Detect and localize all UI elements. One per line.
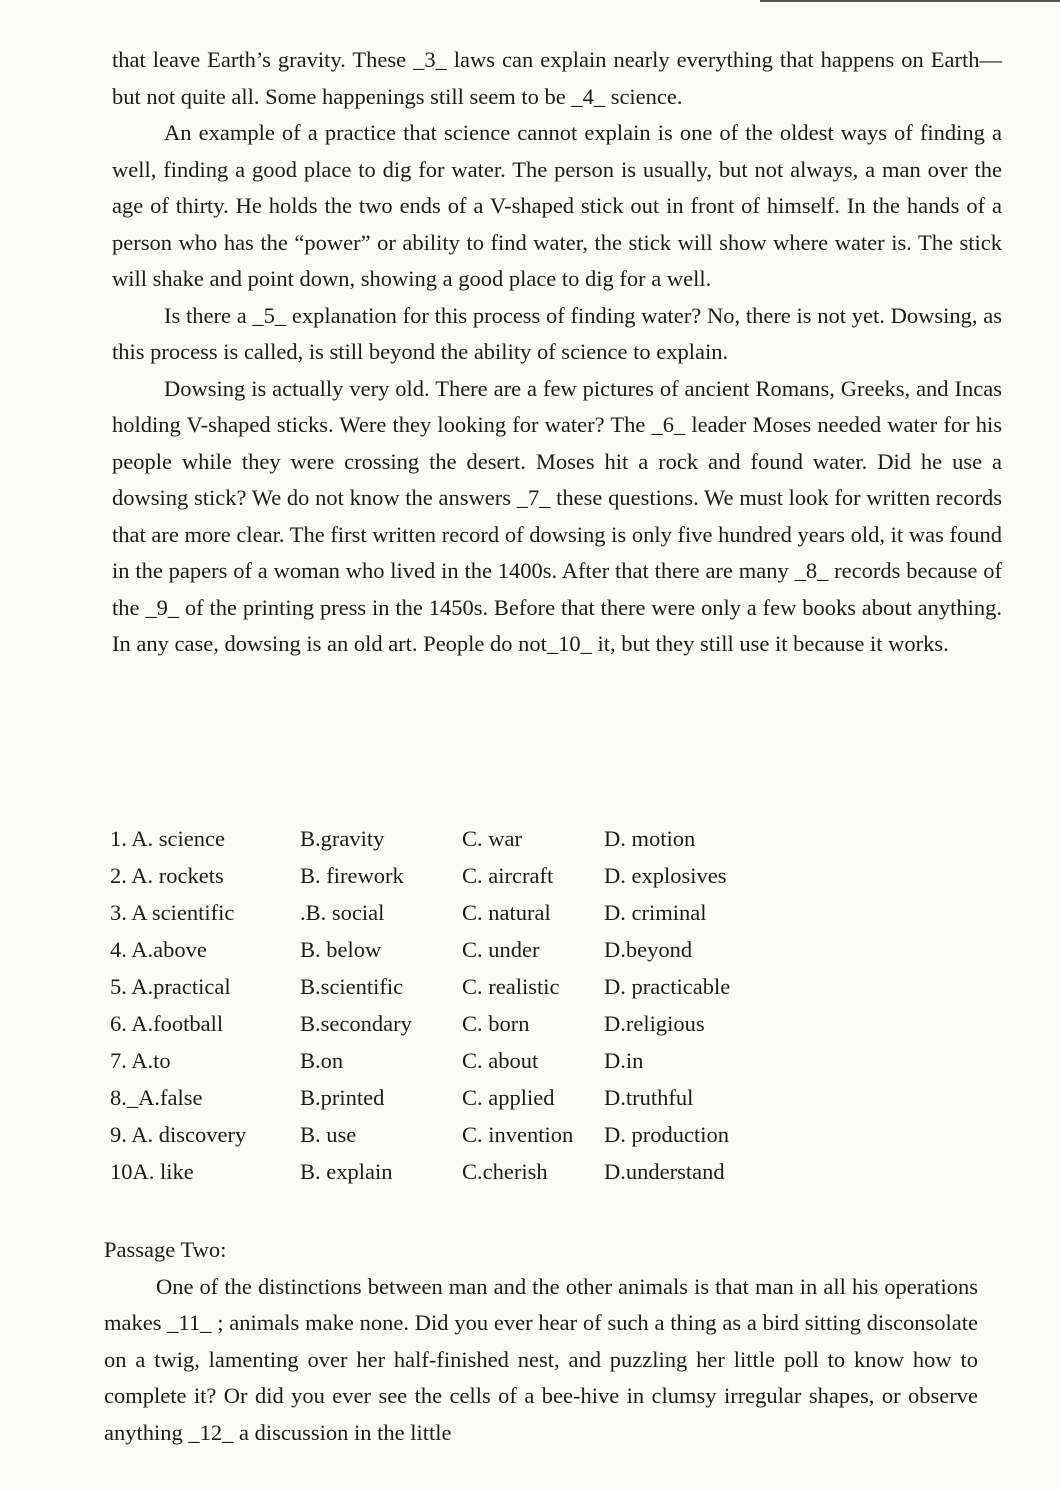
- scan-edge-line: [760, 0, 1060, 6]
- option-a: 4. A.above: [110, 937, 207, 962]
- option-b: B. below: [300, 937, 382, 962]
- option-d: D. practicable: [604, 974, 731, 999]
- passage-two: [104, 1232, 978, 1451]
- option-d: D. criminal: [604, 900, 707, 925]
- option-row: [110, 974, 810, 1011]
- option-row: [110, 1159, 810, 1196]
- passage-one: [112, 42, 1002, 663]
- option-d: D. motion: [604, 826, 696, 851]
- option-c: C. about: [462, 1048, 539, 1073]
- option-row: [110, 937, 810, 974]
- option-row: [110, 1048, 810, 1085]
- option-d: D. production: [604, 1122, 729, 1147]
- option-b: B.scientific: [300, 974, 404, 999]
- option-c: C. applied: [462, 1085, 555, 1110]
- option-row: [110, 1085, 810, 1122]
- option-b: .B. social: [300, 900, 385, 925]
- option-b: B. firework: [300, 863, 404, 888]
- option-b: B. use: [300, 1122, 357, 1147]
- option-c: C. under: [462, 937, 540, 962]
- option-row: [110, 826, 810, 863]
- option-c: C. natural: [462, 900, 551, 925]
- option-d: D.understand: [604, 1159, 725, 1184]
- option-c: C. born: [462, 1011, 530, 1036]
- option-b: B.gravity: [300, 826, 385, 851]
- option-row: [110, 1011, 810, 1048]
- option-a: 8._A.false: [110, 1085, 203, 1110]
- option-b: B.on: [300, 1048, 344, 1073]
- option-row: [110, 1122, 810, 1159]
- option-a: 9. A. discovery: [110, 1122, 247, 1147]
- passage-two-heading: Passage Two:: [104, 1237, 227, 1262]
- option-a: 5. A.practical: [110, 974, 231, 999]
- option-a: 3. A scientific: [110, 900, 235, 925]
- option-b: B.secondary: [300, 1011, 412, 1036]
- answer-options: [110, 826, 810, 1196]
- option-row: [110, 900, 810, 937]
- option-a: 1. A. science: [110, 826, 225, 851]
- option-b: B. explain: [300, 1159, 393, 1184]
- option-a: 6. A.football: [110, 1011, 224, 1036]
- option-d: D. explosives: [604, 863, 727, 888]
- option-a: 2. A. rockets: [110, 863, 224, 888]
- option-a: 7. A.to: [110, 1048, 171, 1073]
- option-c: C. war: [462, 826, 522, 851]
- option-c: C.cherish: [462, 1159, 548, 1184]
- paragraph: An example of a practice that science cannot explain is one of the oldest ways of finding a well, finding a good place to dig for water. The person is usually, but not always, a man over the age of thirty. He holds the two ends of a V-shaped stick out in front of himself. In the hands of a person who has the “power” or ability to find water, the stick will show where water is. The stick will shake and point down, showing a good place to dig for a well.: [112, 120, 1002, 291]
- paragraph: that leave Earth’s gravity. These _3_ laws can explain nearly everything that happens on Earth—but not quite all. Some happenings still seem to be _4_ science.: [112, 47, 1002, 109]
- option-d: D.truthful: [604, 1085, 694, 1110]
- option-d: D.in: [604, 1048, 644, 1073]
- option-a: 10A. like: [110, 1159, 194, 1184]
- paragraph: One of the distinctions between man and the other animals is that man in all his operations makes _11_ ; animals make none. Did you ever hear of such a thing as a bird sitting disconsolate on a twig, lamenting over her half-finished nest, and puzzling her little poll to know how to complete it? Or did you ever see the cells of a bee-hive in clumsy irregular shapes, or observe anything _12_ a discussion in the little: [104, 1273, 978, 1445]
- option-row: [110, 863, 810, 900]
- option-c: C. realistic: [462, 974, 560, 999]
- option-d: D.religious: [604, 1011, 705, 1036]
- option-c: C. aircraft: [462, 863, 554, 888]
- paragraph: Is there a _5_ explanation for this process of finding water? No, there is not yet. Dowsing, as this process is called, is still beyond the ability of science to explain.: [112, 302, 1002, 364]
- option-b: B.printed: [300, 1085, 385, 1110]
- paragraph: Dowsing is actually very old. There are a few pictures of ancient Romans, Greeks, and Incas holding V-shaped sticks. Were they looking for water? The _6_ leader Moses needed water for his people while they were crossing the desert. Moses hit a rock and found water. Did he use a dowsing stick? We do not know the answers _7_ these questions. We must look for written records that are more clear. The first written record of dowsing is only five hundred years old, it was found in the papers of a woman who lived in the 1400s. After that there are many _8_ records because of the _9_ of the printing press in the 1450s. Before that there were only a few books about anything. In any case, dowsing is an old art. People do not_10_ it, but they still use it because it works.: [112, 375, 1002, 656]
- option-d: D.beyond: [604, 937, 693, 962]
- option-c: C. invention: [462, 1122, 574, 1147]
